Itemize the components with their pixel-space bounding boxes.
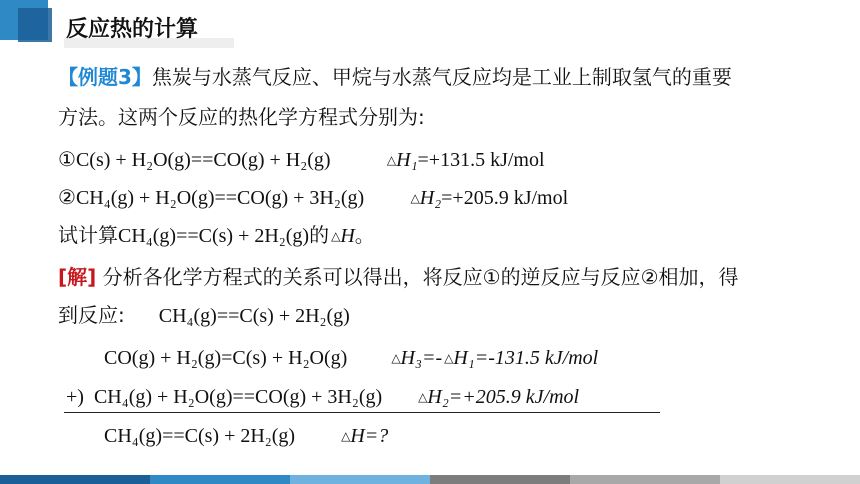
footer-band-6: [720, 475, 860, 484]
example-line-2: 方法。这两个反应的热化学方程式分别为:: [58, 105, 425, 129]
question-line: [58, 222, 375, 249]
page-title: 反应热的计算: [66, 17, 199, 42]
delta-icon: △: [386, 153, 397, 167]
question-mid: 的: [309, 223, 330, 247]
calc-row2-dh: H₂=+205.9 kJ/mol: [427, 386, 580, 408]
eq2-dh-label: H₂: [419, 187, 442, 209]
question-pre: 试计算: [58, 223, 118, 247]
footer-band-5: [570, 475, 720, 484]
footer-band-1: [0, 475, 150, 484]
header-square-dark: [18, 8, 52, 42]
solution-line-1: [58, 264, 739, 290]
eq1-text: C(s) + H₂O(g)==CO(g) + H₂(g): [75, 149, 331, 171]
eq1-dh-value: =+131.5 kJ/mol: [417, 149, 545, 171]
calc-row1-dh2: H₁=-131.5 kJ/mol: [453, 347, 599, 369]
eq1-dh-label: H₁: [396, 149, 418, 171]
calc-row2-eq: CH₄(g) + H₂O(g)==CO(g) + 3H₂(g): [93, 386, 383, 408]
footer-band-3: [290, 475, 430, 484]
solution-text-2: 到反应:: [58, 303, 125, 327]
calc-row1-eq: CO(g) + H₂(g)=C(s) + H₂O(g): [104, 347, 348, 369]
question-eq: CH₄(g)==C(s) + 2H₂(g): [118, 225, 310, 247]
calc-row1-dh: H₃=-: [400, 347, 443, 369]
question-post: 。: [354, 223, 375, 247]
example-tag: 【例题3】: [58, 65, 152, 89]
eq2-number: ②: [58, 185, 76, 209]
delta-icon: △: [341, 429, 351, 443]
delta-icon: △: [418, 390, 428, 404]
calc-row-2: [66, 385, 579, 409]
calc-row3-dh: H=?: [350, 425, 389, 447]
footer-band-2: [150, 475, 290, 484]
footer-band-4: [430, 475, 570, 484]
solution-tag: [解]: [58, 265, 97, 289]
calc-row2-prefix: +): [66, 386, 84, 408]
equation-1: [58, 146, 545, 173]
calc-row-1: [104, 346, 598, 370]
eq2-dh-value: =+205.9 kJ/mol: [441, 187, 569, 209]
eq2-text: CH₄(g) + H₂O(g)==CO(g) + 3H₂(g): [75, 187, 365, 209]
solution-text-1: 分析各化学方程式的关系可以得出，将反应①的逆反应与反应②相加，得: [102, 265, 739, 289]
delta-icon: △: [331, 229, 341, 243]
example-line-1: [58, 64, 732, 90]
question-dh: H: [340, 225, 355, 247]
eq1-number: ①: [58, 147, 76, 171]
calc-row3-eq: CH₄(g)==C(s) + 2H₂(g): [104, 425, 296, 447]
calc-row-3: [104, 424, 388, 448]
equation-2: [58, 184, 568, 211]
sum-rule: [64, 412, 660, 413]
example-text-1: 焦炭与水蒸气反应、甲烷与水蒸气反应均是工业上制取氢气的重要: [151, 65, 732, 89]
solution-eq: CH₄(g)==C(s) + 2H₂(g): [158, 305, 350, 327]
delta-icon: △: [444, 351, 454, 365]
delta-icon: △: [410, 191, 420, 205]
delta-icon: △: [391, 351, 401, 365]
solution-line-2: [58, 302, 350, 329]
